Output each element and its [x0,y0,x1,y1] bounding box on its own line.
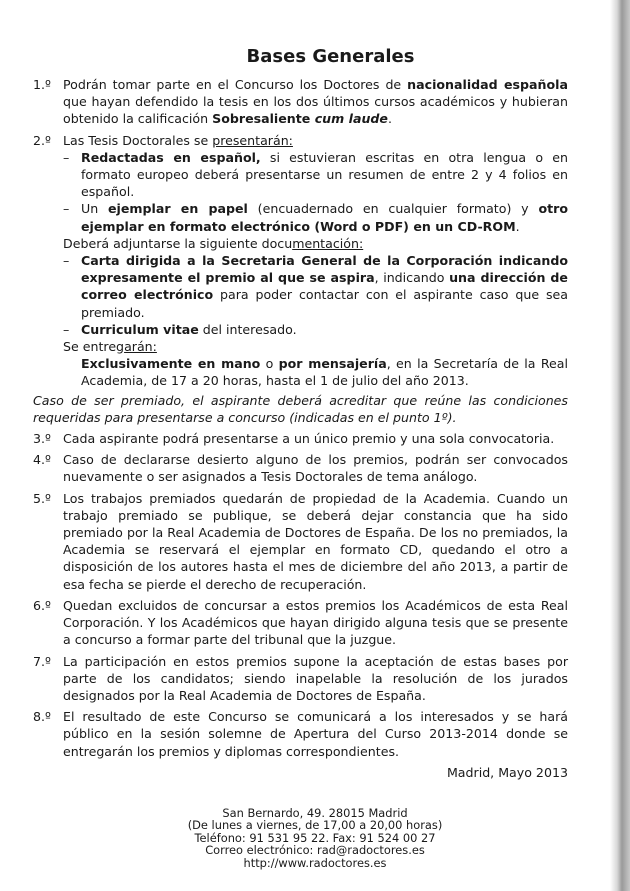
text-run-bold: Sobresaliente [212,111,315,127]
text-run-bold-italic: cum laude [314,111,388,127]
dash-item [63,200,568,234]
text-run: Se entreg [63,339,125,355]
document-body [33,46,568,781]
text-run: Un [81,201,109,217]
list-item [33,653,568,705]
text-run: , indicando [374,270,450,286]
item-number: 2.º [33,132,51,148]
text-run-underlined: arán: [124,339,157,355]
signature-line: Madrid, Mayo 2013 [446,764,568,780]
text-run: para poder contactar con el aspirante caso que sea premiado. [81,287,568,320]
dash-item [63,149,568,201]
dash-marker: – [63,253,70,269]
text-run-bold: Curriculum vitae [81,321,199,337]
text-run: . [515,218,520,234]
text-run-underlined: presentarán: [212,132,293,148]
footer-contact [0,807,610,869]
dash-item [63,321,568,338]
list-item [33,430,568,447]
item-number: 6.º [33,597,51,613]
text-run: , en la Secretaría de la Real Academia, de 17 a 20 horas, hasta el 1 de julio del año 2013. [81,356,568,389]
text-run: (encuadernado en cualquier formato) y [247,201,539,217]
item-text: Cada aspirante podrá presentarse a un único premio y una sola convocatoria. [63,431,555,447]
text-run-bold: Redactadas en español, [81,149,261,165]
footer-website: http://www.radoctores.es [243,855,387,870]
text-run: si estuvieran escritas en otra lengua o en formato europeo deberá presentarse un resumen de entre 2 y 4 folios en español. [81,149,568,200]
list-item [33,708,568,760]
text-run-bold: Carta dirigida a la Secretaria General de la Corporación indicando expresamente el premio al que se aspira [81,253,568,286]
item-text [63,76,568,128]
item-text: Los trabajos premiados quedarán de propiedad de la Academia. Cuando un trabajo premiado se publique, se deberá dejar constancia que ha sido premiado por la Real Academia de Doctores de España. De los no premiados, la Academia se reservará el ejemplar en formato CD, quedando el otro a disposición de los autores hasta el mes de diciembre del año 2013, a partir de esa fecha se pierde el derecho de recuperación. [63,490,568,592]
item-text: Caso de declararse desierto alguno de los premios, podrán ser convocados nuevamente o ser asignados a Tesis Doctorales de tema análogo. [63,452,568,485]
list-item [33,132,568,390]
list-item [33,597,568,649]
item-number: 8.º [33,709,51,725]
item-number: 7.º [33,653,51,669]
footer-phone: Teléfono: 91 531 95 22. Fax: 91 524 00 27 [194,830,436,845]
item-number: 1.º [33,77,51,92]
footer-hours: (De lunes a viernes, de 17,00 a 20,00 horas) [187,818,443,833]
footer-email: Correo electrónico: rad@radoctores.es [205,843,425,858]
text-run-bold: por mensajería [278,356,387,372]
text-run: o [260,356,279,372]
text-run: Deberá adjuntarse la siguiente docu [63,235,293,251]
list-item [33,76,568,128]
dash-marker: – [63,321,70,337]
item-text: La participación en estos premios supone la aceptación de estas bases por parte de los candidatos; siendo inapelable la resolución de los jurados designados por la Real Academia de Doctores de España. [63,653,568,703]
list-item [33,490,568,593]
text-run-bold: ejemplar en papel [108,201,248,217]
text-run-underlined: mentación: [292,235,364,251]
list-item [33,451,568,485]
text-run: que hayan defendido la tesis en los dos últimos cursos académicos y hubieran obtenido la calificación [63,94,568,127]
text-run-bold: Exclusivamente en mano [81,356,261,372]
dash-marker: – [63,201,70,217]
delivery-text [63,355,568,389]
text-run: . [387,111,392,127]
item-text [63,132,568,390]
item-text: Quedan excluidos de concursar a estos premios los Académicos de esta Real Corporación. Y los Académicos que hayan dirigido alguna tesis que se presente a concurso a formar parte del tribunal que la juzgue. [63,597,568,648]
text-run-bold: nacionalidad española [407,77,568,92]
text-run: Podrán tomar parte en el Concurso los Doctores de [63,77,408,92]
dash-marker: – [63,149,70,165]
item-text: El resultado de este Concurso se comunicará a los interesados y se hará público en la sesión solemne de Apertura del Curso 2013-2014 donde se entregarán los premios y diplomas correspondientes. [63,709,568,759]
dash-item [63,252,568,321]
item-number: 5.º [33,490,51,506]
text-run-bold: una dirección de correo electrónico [81,270,568,303]
italic-note: Caso de ser premiado, el aspirante deberá acreditar que reúne las condiciones requeridas para presentarse a concurso (indicadas en el punto 1º). [33,392,568,425]
item-number: 4.º [33,452,51,468]
text-run-bold: otro ejemplar en formato electrónico (Word o PDF) en un CD-ROM [81,201,568,234]
page-title: Bases Generales [246,46,415,67]
item-number: 3.º [33,431,51,447]
text-run: Las Tesis Doctorales se [63,132,213,148]
page-edge-shadow [610,0,630,891]
footer-address: San Bernardo, 49. 28015 Madrid [222,806,408,820]
text-run: del interesado. [198,321,297,337]
